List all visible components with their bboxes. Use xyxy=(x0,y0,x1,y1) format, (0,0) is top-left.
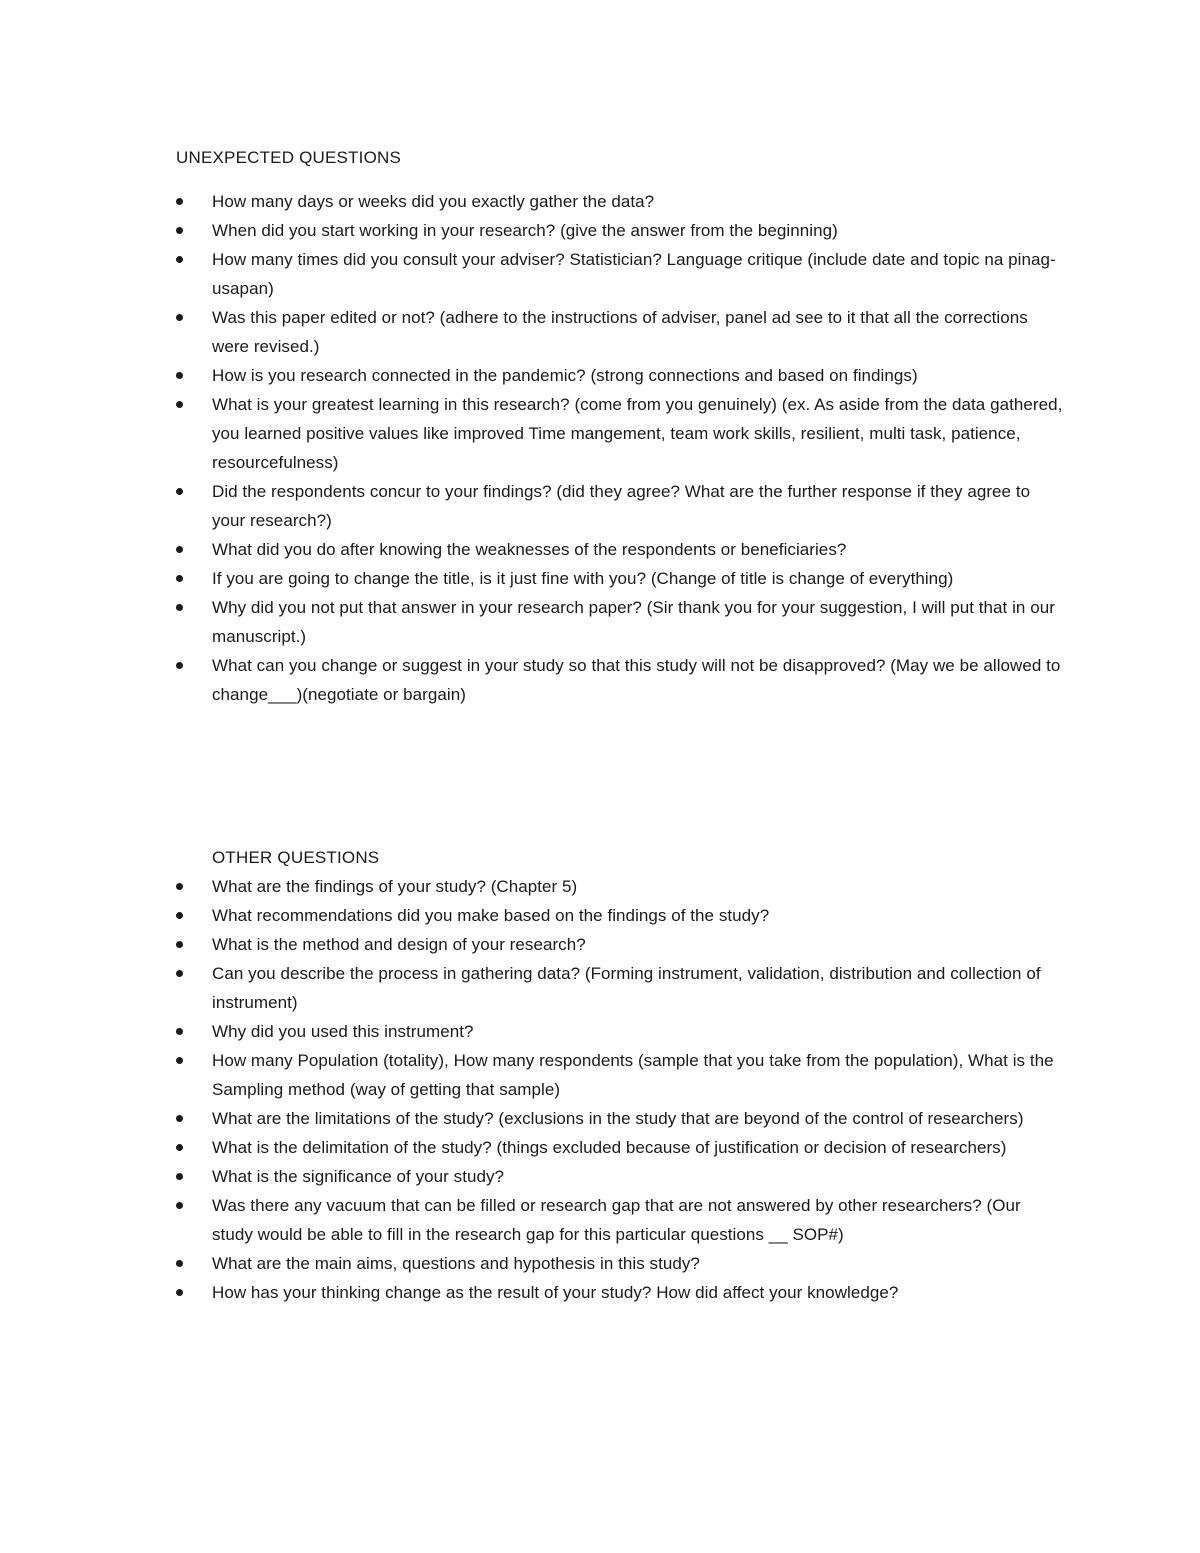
question-text: What is the significance of your study? xyxy=(212,1167,505,1186)
other-questions-section xyxy=(176,843,1066,1307)
question-text: Was this paper edited or not? (adhere to the instructions of adviser, panel ad see to it that all the corrections were revised.) xyxy=(212,308,1028,356)
question-text: How is you research connected in the pandemic? (strong connections and based on findings) xyxy=(212,366,918,385)
list-item xyxy=(176,564,1066,593)
bullet-icon xyxy=(176,1028,183,1035)
bullet-icon xyxy=(176,372,183,379)
list-item xyxy=(176,651,1066,709)
question-text: How many Population (totality), How many respondents (sample that you take from the population), What is the Sampling method (way of getting that sample) xyxy=(212,1051,1054,1099)
list-item xyxy=(176,901,1066,930)
bullet-icon xyxy=(176,912,183,919)
question-text: What is the delimitation of the study? (things excluded because of justification or decision of researchers) xyxy=(212,1138,1007,1157)
list-item xyxy=(176,1162,1066,1191)
unexpected-questions-section xyxy=(176,143,1066,709)
bullet-icon xyxy=(176,883,183,890)
bullet-icon xyxy=(176,1115,183,1122)
bullet-icon xyxy=(176,1260,183,1267)
bullet-icon xyxy=(176,401,183,408)
list-item xyxy=(176,593,1066,651)
question-text: What recommendations did you make based on the findings of the study? xyxy=(212,906,770,925)
list-item xyxy=(176,959,1066,1017)
question-text: Can you describe the process in gathering data? (Forming instrument, validation, distribution and collection of instrument) xyxy=(212,964,1041,1012)
list-item xyxy=(176,930,1066,959)
question-text: What is your greatest learning in this research? (come from you genuinely) (ex. As aside from the data gathered, you learned positive values like improved Time mangement, team work skills, resilient, multi task, patience, resourcefulness) xyxy=(212,395,1063,472)
bullet-icon xyxy=(176,198,183,205)
bullet-icon xyxy=(176,1057,183,1064)
question-text: What can you change or suggest in your study so that this study will not be disapproved? (May we be allowed to change___)(negotiate or bargain) xyxy=(212,656,1061,704)
list-item xyxy=(176,361,1066,390)
list-item xyxy=(176,1104,1066,1133)
question-text: What are the limitations of the study? (exclusions in the study that are beyond of the control of researchers) xyxy=(212,1109,1024,1128)
list-item xyxy=(176,535,1066,564)
list-item xyxy=(176,303,1066,361)
unexpected-questions-heading: UNEXPECTED QUESTIONS xyxy=(176,148,402,167)
bullet-icon xyxy=(176,575,183,582)
bullet-icon xyxy=(176,604,183,611)
bullet-icon xyxy=(176,546,183,553)
bullet-icon xyxy=(176,1144,183,1151)
question-text: What are the findings of your study? (Chapter 5) xyxy=(212,877,578,896)
list-item xyxy=(176,1191,1066,1249)
unexpected-questions-list xyxy=(176,187,1066,709)
question-text: Did the respondents concur to your findings? (did they agree? What are the further response if they agree to your research?) xyxy=(212,482,1031,530)
bullet-icon xyxy=(176,941,183,948)
bullet-icon xyxy=(176,1202,183,1209)
list-item xyxy=(176,1133,1066,1162)
list-item xyxy=(176,245,1066,303)
list-item xyxy=(176,216,1066,245)
list-item xyxy=(176,187,1066,216)
question-text: What are the main aims, questions and hypothesis in this study? xyxy=(212,1254,700,1273)
other-questions-heading: OTHER QUESTIONS xyxy=(212,848,380,867)
question-text: How has your thinking change as the result of your study? How did affect your knowledge? xyxy=(212,1283,899,1302)
bullet-icon xyxy=(176,314,183,321)
list-item xyxy=(176,477,1066,535)
question-text: How many times did you consult your adviser? Statistician? Language critique (include date and topic na pinag-usapan) xyxy=(212,250,1056,298)
list-item xyxy=(176,1278,1066,1307)
question-text: Was there any vacuum that can be filled or research gap that are not answered by other researchers? (Our study would be able to fill in the research gap for this particular questions __ SOP#) xyxy=(212,1196,1021,1244)
bullet-icon xyxy=(176,1289,183,1296)
question-text: If you are going to change the title, is it just fine with you? (Change of title is change of everything) xyxy=(212,569,954,588)
list-item xyxy=(176,1017,1066,1046)
question-text: How many days or weeks did you exactly gather the data? xyxy=(212,192,655,211)
bullet-icon xyxy=(176,1173,183,1180)
other-questions-list xyxy=(176,872,1066,1307)
question-text: When did you start working in your research? (give the answer from the beginning) xyxy=(212,221,838,240)
bullet-icon xyxy=(176,256,183,263)
list-item xyxy=(176,1249,1066,1278)
question-text: What did you do after knowing the weaknesses of the respondents or beneficiaries? xyxy=(212,540,847,559)
list-item xyxy=(176,1046,1066,1104)
list-item xyxy=(176,390,1066,477)
question-text: Why did you used this instrument? xyxy=(212,1022,474,1041)
bullet-icon xyxy=(176,227,183,234)
question-text: Why did you not put that answer in your research paper? (Sir thank you for your suggestion, I will put that in our manuscript.) xyxy=(212,598,1055,646)
list-item xyxy=(176,872,1066,901)
question-text: What is the method and design of your research? xyxy=(212,935,586,954)
bullet-icon xyxy=(176,488,183,495)
bullet-icon xyxy=(176,970,183,977)
bullet-icon xyxy=(176,662,183,669)
